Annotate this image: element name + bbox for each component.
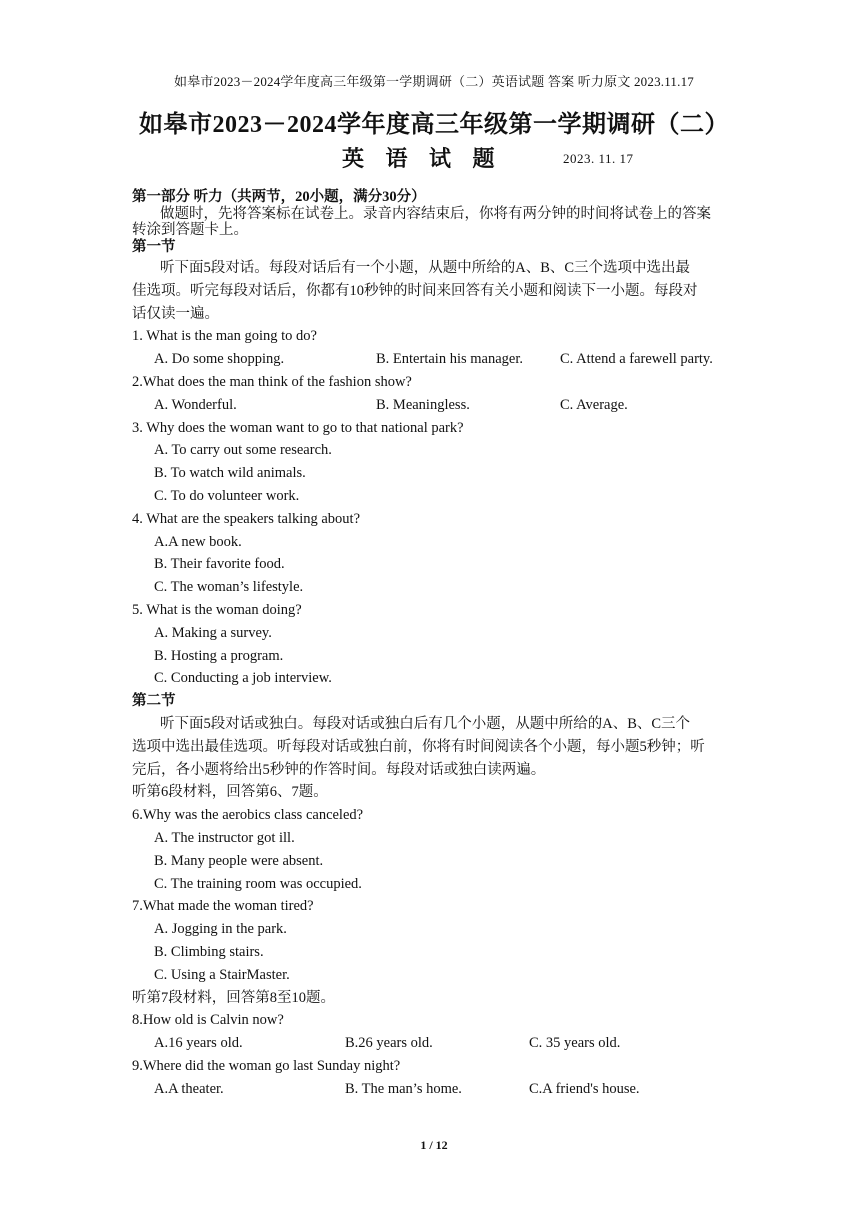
question-2-option-b: B. Meaningless. <box>376 396 470 413</box>
question-9: 9.Where did the woman go last Sunday night? <box>132 1057 401 1074</box>
question-6-option-b: B. Many people were absent. <box>154 852 324 869</box>
exam-date: 2023. 11. 17 <box>563 151 634 166</box>
question-6-option-a: A. The instructor got ill. <box>154 829 295 846</box>
question-9-option-c: C.A friend's house. <box>529 1080 640 1097</box>
question-6: 6.Why was the aerobics class canceled? <box>132 807 364 824</box>
material-7-instruction: 听第7段材料，回答第8至10题。 <box>132 989 335 1006</box>
part1-instruction-line1: 做题时，先将答案标在试卷上。录音内容结束后，你将有两分钟的时间将试卷上的答案 <box>160 205 711 222</box>
part1-heading: 第一部分 听力（共两节，20小题，满分30分） <box>132 189 426 205</box>
question-8-option-c: C. 35 years old. <box>529 1035 621 1052</box>
section2-instruction-line1: 听下面5段对话或独白。每段对话或独白后有几个小题，从题中所给的A、B、C三个 <box>160 715 691 732</box>
question-7: 7.What made the woman tired? <box>132 898 314 915</box>
exam-content <box>132 189 742 1100</box>
question-5: 5. What is the woman doing? <box>132 601 302 618</box>
question-4: 4. What are the speakers talking about? <box>132 510 361 527</box>
question-8-option-b: B.26 years old. <box>345 1035 433 1052</box>
question-8-option-a: A.16 years old. <box>154 1035 243 1052</box>
section2-heading: 第二节 <box>132 693 176 710</box>
question-7-option-c: C. Using a StairMaster. <box>154 966 290 983</box>
question-4-option-a: A.A new book. <box>154 533 242 550</box>
section1-instruction-line2: 佳选项。听完每段对话后，你都有10秒钟的时间来回答有关小题和阅读下一小题。每段对 <box>132 282 698 299</box>
section1-instruction-line3: 话仅读一遍。 <box>132 305 219 322</box>
question-3: 3. Why does the woman want to go to that national park? <box>132 419 464 436</box>
question-9-option-b: B. The man’s home. <box>345 1080 462 1097</box>
question-1-options <box>132 348 742 371</box>
question-1-option-b: B. Entertain his manager. <box>376 351 523 368</box>
question-1-option-a: A. Do some shopping. <box>154 351 285 368</box>
question-4-option-b: B. Their favorite food. <box>154 556 285 573</box>
question-8: 8.How old is Calvin now? <box>132 1012 284 1029</box>
section2-instruction-line2: 选项中选出最佳选项。听每段对话或独白前，你将有时间阅读各个小题，每小题5秒钟；听 <box>132 738 705 755</box>
question-1: 1. What is the man going to do? <box>132 328 317 345</box>
question-4-option-c: C. The woman’s lifestyle. <box>154 579 304 596</box>
page-header: 如皋市2023－2024学年度高三年级第一学期调研（二）英语试题 答案 听力原文 2023.11.17 <box>174 74 694 89</box>
material-6-instruction: 听第6段材料，回答第6、7题。 <box>132 784 328 801</box>
question-3-option-a: A. To carry out some research. <box>154 442 332 459</box>
question-9-option-a: A.A theater. <box>154 1080 224 1097</box>
question-2-option-c: C. Average. <box>560 396 628 413</box>
question-3-option-b: B. To watch wild animals. <box>154 465 306 482</box>
part1-instruction-line2: 转涂到答题卡上。 <box>132 222 248 238</box>
question-6-option-c: C. The training room was occupied. <box>154 875 362 892</box>
question-1-option-c: C. Attend a farewell party. <box>560 351 713 368</box>
question-5-option-c: C. Conducting a job interview. <box>154 670 332 687</box>
exam-title: 如皋市2023－2024学年度高三年级第一学期调研（二） <box>139 112 729 138</box>
question-9-options <box>132 1078 742 1101</box>
question-2: 2.What does the man think of the fashion show? <box>132 373 412 390</box>
question-2-option-a: A. Wonderful. <box>154 396 237 413</box>
section1-heading: 第一节 <box>132 238 176 255</box>
section2-instruction-line3: 完后，各小题将给出5秒钟的作答时间。每段对话或独白读两遍。 <box>132 761 546 778</box>
exam-subtitle: 英 语 试 题 <box>342 146 503 171</box>
page-number: 1 / 12 <box>420 1138 448 1152</box>
question-8-options <box>132 1032 742 1055</box>
question-5-option-a: A. Making a survey. <box>154 624 272 641</box>
question-5-option-b: B. Hosting a program. <box>154 647 284 664</box>
question-2-options <box>132 394 742 417</box>
question-7-option-a: A. Jogging in the park. <box>154 921 287 938</box>
section1-instruction-line1: 听下面5段对话。每段对话后有一个小题，从题中所给的A、B、C三个选项中选出最 <box>160 260 691 276</box>
question-7-option-b: B. Climbing stairs. <box>154 943 264 960</box>
question-3-option-c: C. To do volunteer work. <box>154 487 300 504</box>
